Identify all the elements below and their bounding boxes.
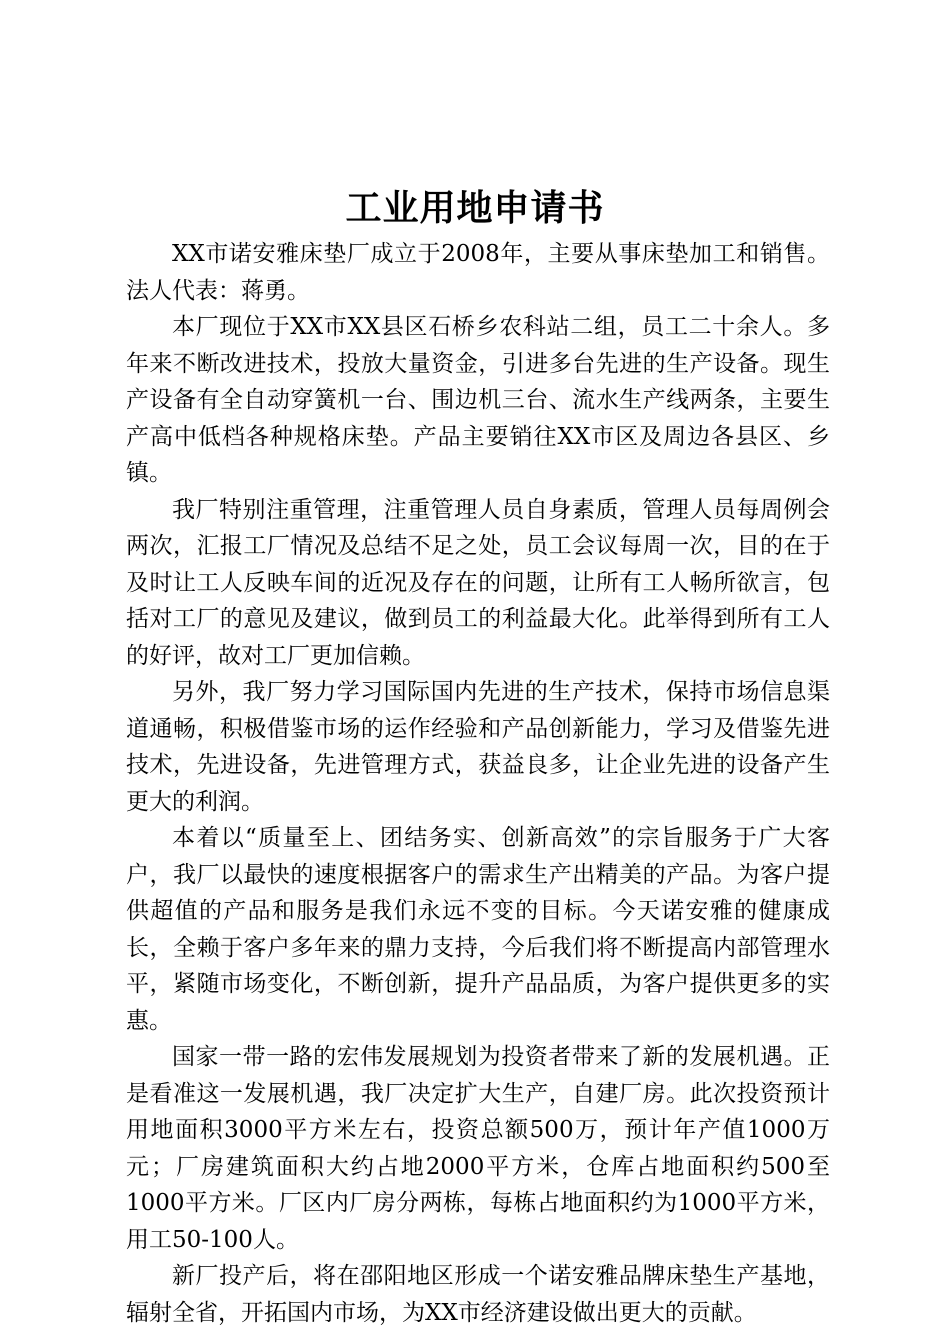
paragraph-technology: 另外，我厂努力学习国际国内先进的生产技术，保持市场信息渠道通畅，积极借鉴市场的运作经验和产品创新能力，学习及借鉴先进技术，先进设备，先进管理方式，获益良多，让企业先进的设备产生更大的利润。 bbox=[126, 679, 830, 815]
document-body bbox=[126, 236, 830, 1331]
document-title: 工业用地申请书 bbox=[345, 188, 605, 229]
paragraph-service-purpose: 本着以“质量至上、团结务实、创新高效”的宗旨服务于广大客户，我厂以最快的速度根据客户的需求生产出精美的产品。为客户提供超值的产品和服务是我们永远不变的目标。今天诺安雅的健康成长，全赖于客户多年来的鼎力支持，今后我们将不断提高内部管理水平，紧随市场变化，不断创新，提升产品品质，为客户提供更多的实惠。 bbox=[126, 825, 830, 1034]
paragraph-outlook: 新厂投产后，将在邵阳地区形成一个诺安雅品牌床垫生产基地，辐射全省，开拓国内市场，为XX市经济建设做出更大的贡献。 bbox=[126, 1263, 830, 1326]
paragraph-management: 我厂特别注重管理，注重管理人员自身素质，管理人员每周例会两次，汇报工厂情况及总结不足之处，员工会议每周一次，目的在于及时让工人反映车间的近况及存在的问题，让所有工人畅所欲言，包括对工厂的意见及建议，做到员工的利益最大化。此举得到所有工人的好评，故对工厂更加信赖。 bbox=[126, 496, 830, 669]
paragraph-company-intro: XX市诺安雅床垫厂成立于2008年，主要从事床垫加工和销售。法人代表：蒋勇。 bbox=[126, 241, 830, 304]
paragraph-investment-plan: 国家一带一路的宏伟发展规划为投资者带来了新的发展机遇。正是看准这一发展机遇，我厂决定扩大生产，自建厂房。此次投资预计用地面积3000平方米左右，投资总额500万，预计年产值1000万元；厂房建筑面积大约占地2000平方米，仓库占地面积约500至1000平方米。厂区内厂房分两栋，每栋占地面积约为1000平方米，用工50-100人。 bbox=[126, 1044, 830, 1253]
paragraph-location-equipment: 本厂现位于XX市XX县区石桥乡农科站二组，员工二十余人。多年来不断改进技术，投放大量资金，引进多台先进的生产设备。现生产设备有全自动穿簧机一台、围边机三台、流水生产线两条，主要生产高中低档各种规格床垫。产品主要销往XX市区及周边各县区、乡镇。 bbox=[126, 314, 830, 486]
